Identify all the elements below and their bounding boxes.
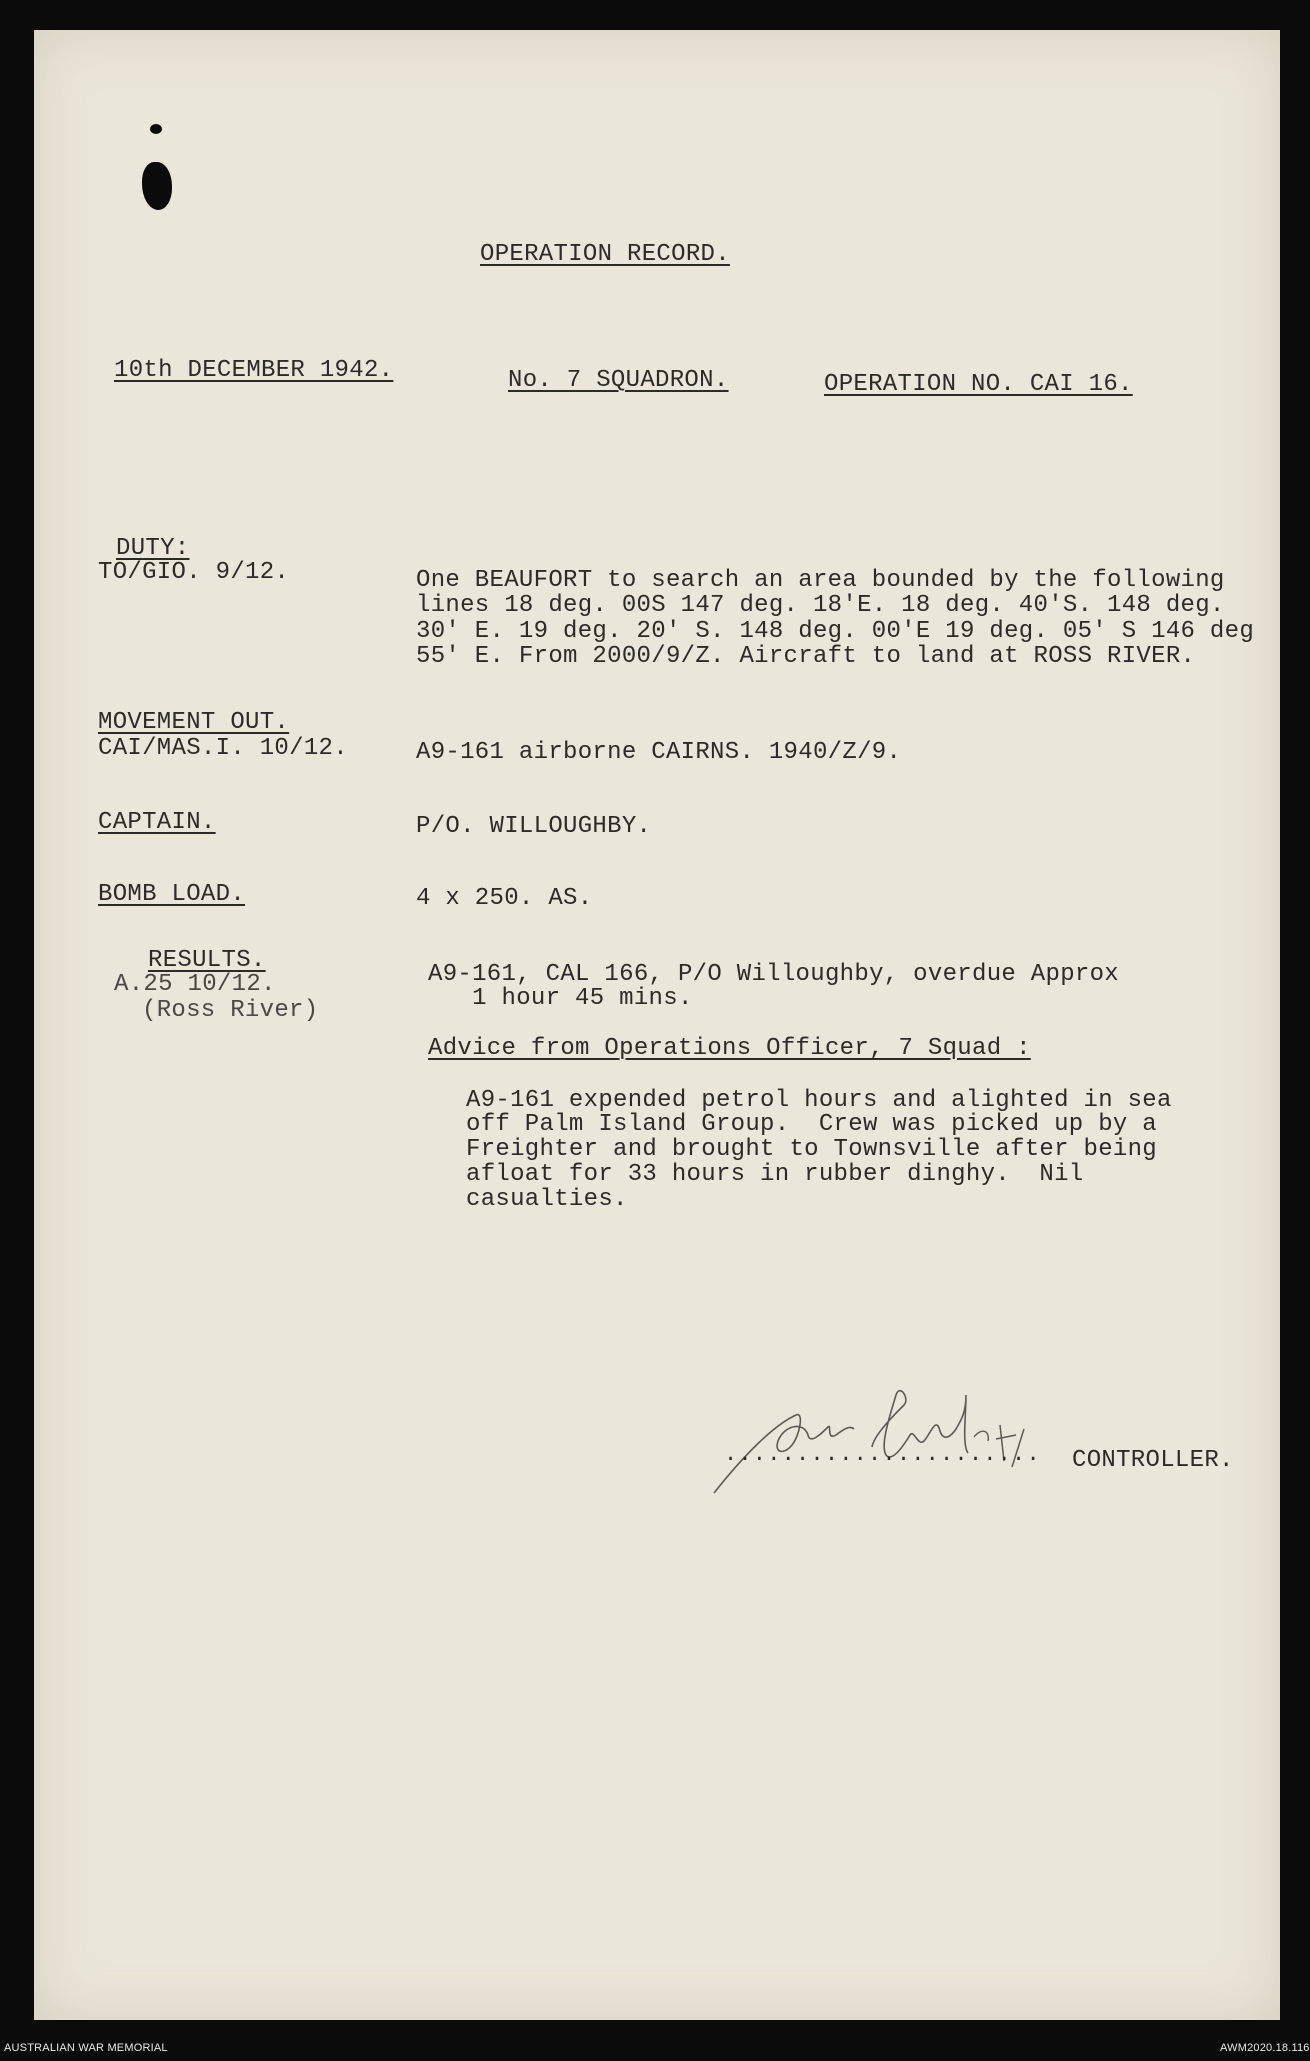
advice-line: afloat for 33 hours in rubber dinghy. Nil — [466, 1161, 1084, 1188]
signature-dots: ...................... — [724, 1442, 1041, 1467]
advice-line: casualties. — [466, 1186, 628, 1213]
duty-label: DUTY: — [116, 535, 190, 562]
captain-label: CAPTAIN. — [98, 809, 216, 836]
duty-ref: TO/GIO. 9/12. — [98, 559, 290, 586]
header-squadron: No. 7 SQUADRON. — [508, 367, 729, 394]
handwritten-signature — [704, 1375, 1084, 1495]
advice-line: A9-161 expended petrol hours and alighted in sea — [466, 1087, 1172, 1114]
movement-text: A9-161 airborne CAIRNS. 1940/Z/9. — [416, 739, 902, 766]
punch-hole — [142, 162, 172, 210]
footer-left: AUSTRALIAN WAR MEMORIAL — [4, 2042, 168, 2054]
duty-line: lines 18 deg. 00S 147 deg. 18'E. 18 deg. 40'S. 148 deg. — [416, 592, 1225, 619]
results-ref: A.25 10/12. — [114, 971, 276, 998]
movement-label: MOVEMENT OUT. — [98, 709, 290, 736]
duty-line: One BEAUFORT to search an area bounded by the following — [416, 567, 1225, 594]
advice-line: off Palm Island Group. Crew was picked up by a — [466, 1111, 1158, 1138]
document-page — [34, 30, 1280, 2020]
punch-hole-small — [150, 124, 162, 134]
document-title: OPERATION RECORD. — [480, 241, 730, 268]
bomb-load-label: BOMB LOAD. — [98, 881, 246, 908]
results-line: 1 hour 45 mins. — [428, 985, 693, 1012]
advice-heading: Advice from Operations Officer, 7 Squad : — [428, 1035, 1031, 1062]
footer-right: AWM2020.18.116 — [1220, 2042, 1310, 2054]
movement-ref: CAI/MAS.I. 10/12. — [98, 735, 348, 762]
header-date: 10th DECEMBER 1942. — [114, 357, 394, 384]
captain-text: P/O. WILLOUGHBY. — [416, 813, 652, 840]
duty-line: 55' E. From 2000/9/Z. Aircraft to land at ROSS RIVER. — [416, 643, 1196, 670]
duty-line: 30' E. 19 deg. 20' S. 148 deg. 00'E 19 deg. 05' S 146 deg — [416, 618, 1255, 645]
results-label: RESULTS. — [148, 947, 266, 974]
advice-line: Freighter and brought to Townsville after being — [466, 1136, 1158, 1163]
signature-role: CONTROLLER. — [1072, 1447, 1234, 1474]
header-operation: OPERATION NO. CAI 16. — [824, 371, 1133, 398]
results-ref-location: (Ross River) — [142, 997, 319, 1024]
results-line: A9-161, CAL 166, P/O Willoughby, overdue Approx — [428, 961, 1120, 988]
bomb-load-text: 4 x 250. AS. — [416, 885, 593, 912]
